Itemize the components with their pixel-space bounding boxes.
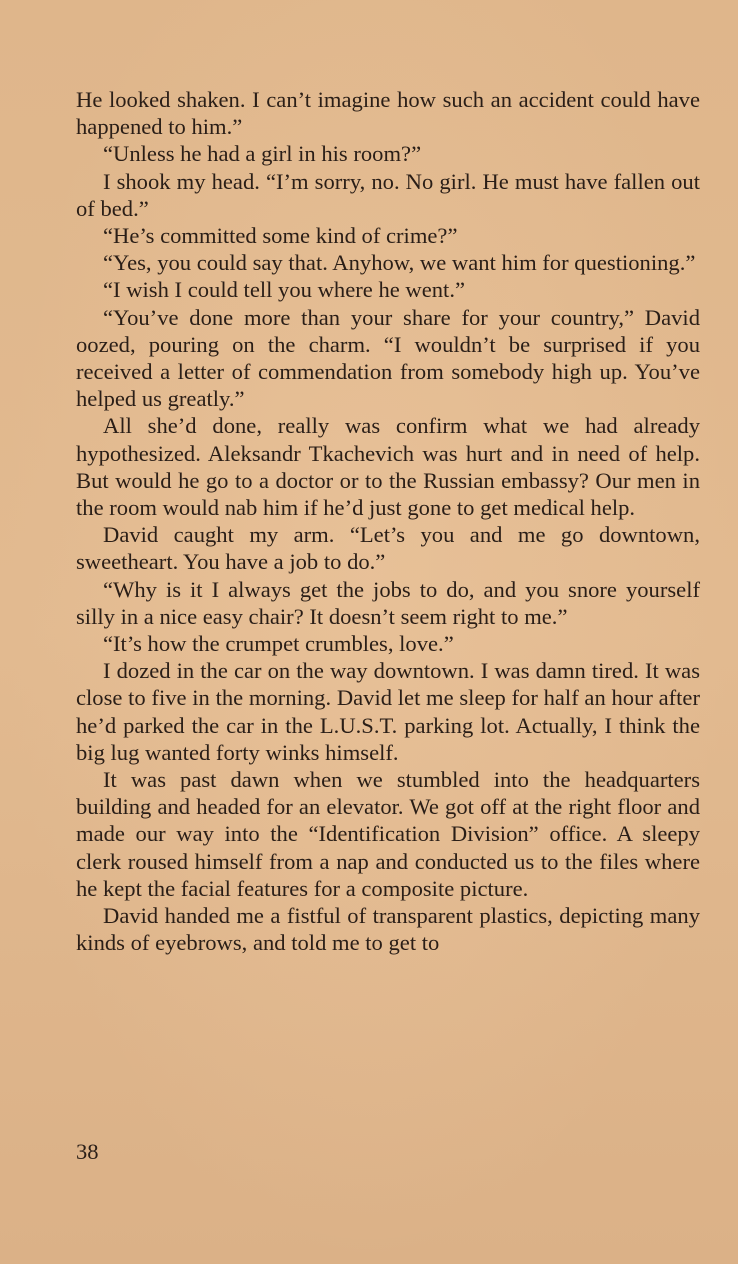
paragraph: All she’d done, really was confirm what we had already hypothesized. Aleksandr Tkachevich was hurt and in need of help. But would he go to a doctor or to the Russian embassy? Our men in the room would nab him if he’d just gone to get medical help. bbox=[76, 413, 700, 521]
paragraph: It was past dawn when we stumbled into the headquarters building and headed for an elevator. We got off at the right floor and made our way into the “Identification Division” office. A sleepy clerk roused himself from a nap and conducted us to the files where he kept the facial features for a composite picture. bbox=[76, 767, 700, 901]
paragraph: “He’s committed some kind of crime?” bbox=[103, 223, 458, 249]
paragraph: He looked shaken. I can’t imagine how such an accident could have happened to him.” bbox=[76, 87, 700, 140]
paragraph: “You’ve done more than your share for your country,” David oozed, pouring on the charm. “I wouldn’t be surprised if you received a letter of commendation from somebody high up. You’ve helped us greatly.” bbox=[76, 304, 700, 412]
paragraph: David handed me a fistful of transparent plastics, depicting many kinds of eyebrows, and told me to get to bbox=[76, 903, 700, 956]
paragraph: David caught my arm. “Let’s you and me go downtown, sweetheart. You have a job to do.” bbox=[76, 522, 700, 575]
paragraph: “It’s how the crumpet crumbles, love.” bbox=[103, 631, 454, 657]
paragraph: I dozed in the car on the way downtown. I was damn tired. It was close to five in the morning. David let me sleep for half an hour after he’d parked the car in the L.U.S.T. parking lot. Actually, I think the big lug wanted forty winks himself. bbox=[76, 658, 700, 765]
paragraph: “Yes, you could say that. Anyhow, we want him for questioning.” bbox=[103, 250, 696, 276]
paragraph: “Why is it I always get the jobs to do, and you snore yourself silly in a nice easy chair? It doesn’t seem right to me.” bbox=[76, 576, 700, 629]
page-number: 38 bbox=[76, 1139, 99, 1164]
body-text bbox=[76, 86, 700, 957]
paragraph: I shook my head. “I’m sorry, no. No girl. He must have fallen out of bed.” bbox=[76, 168, 700, 221]
paragraph: “I wish I could tell you where he went.” bbox=[103, 277, 466, 303]
paragraph: “Unless he had a girl in his room?” bbox=[103, 141, 422, 167]
